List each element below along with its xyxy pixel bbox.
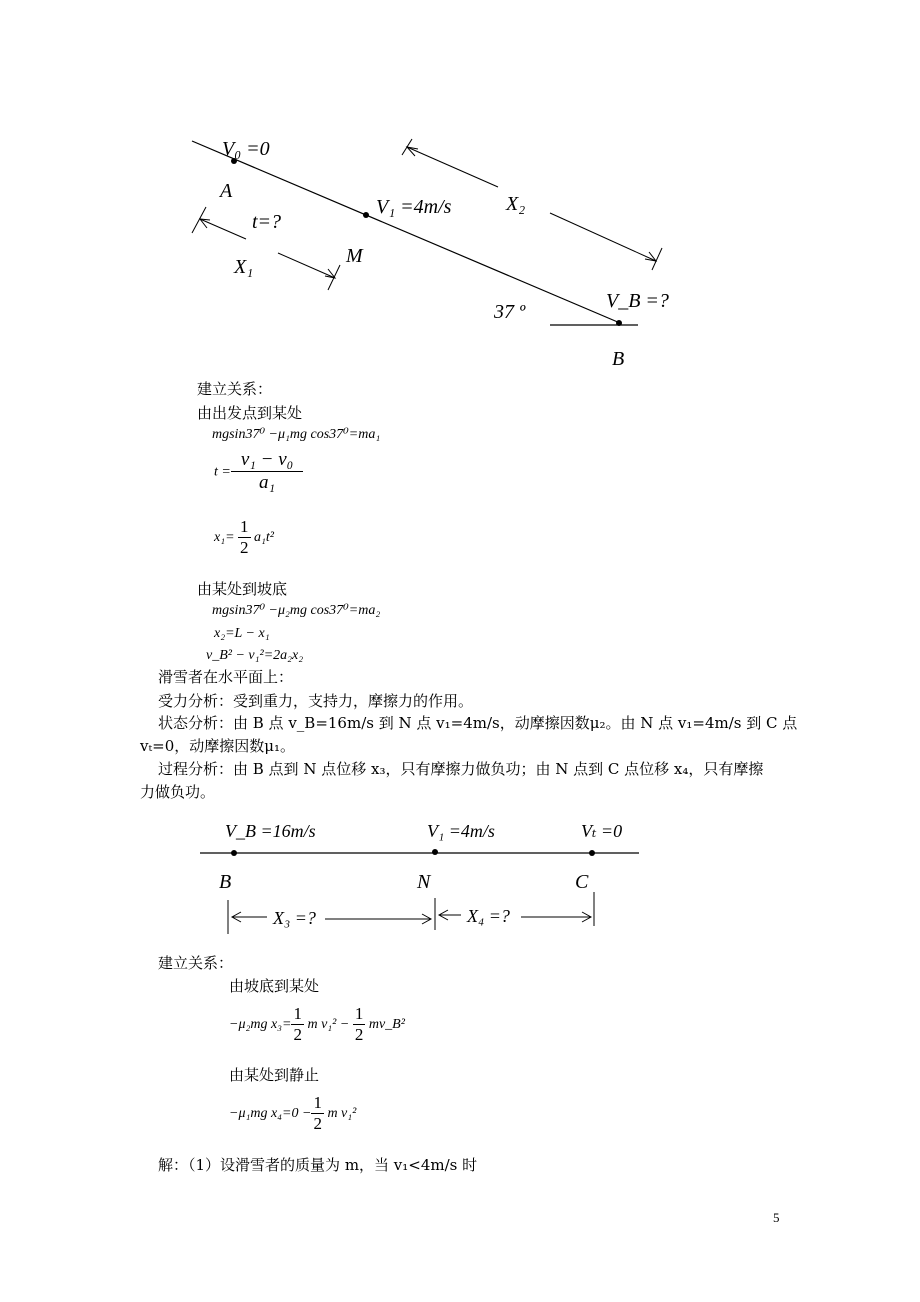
eq8-denominator: 2 <box>313 1113 322 1133</box>
section2-line6: 力做负功。 <box>140 783 216 801</box>
label-x3: X₃ =? <box>273 908 316 928</box>
section2-line4: vₜ=0，动摩擦因数μ₁。 <box>140 737 296 755</box>
equation-2 <box>214 450 303 495</box>
page-number: 5 <box>773 1210 780 1225</box>
eq7-rhs: mv_B² <box>368 1017 405 1033</box>
section1-sub2: 由某处到坡底 <box>197 580 288 598</box>
equation-8 <box>229 1094 356 1134</box>
point-n-dot <box>432 849 438 855</box>
equation-7 <box>229 1005 405 1045</box>
section2-line2: 受力分析：受到重力，支持力，摩擦力的作用。 <box>158 692 474 710</box>
eq8-rhs: m v₁² <box>327 1106 357 1122</box>
eq7-frac1-numerator: 1 <box>293 1004 302 1023</box>
x1-tick-start <box>192 207 206 233</box>
label-vt-0: Vₜ =0 <box>581 821 623 841</box>
x1-arrowhead-left <box>200 219 210 228</box>
eq7-mid: m v₁² − <box>307 1017 350 1033</box>
label-vb-16: V_B =16m/s <box>225 821 316 841</box>
section2-line5: 过程分析：由 B 点到 N 点位移 x₃，只有摩擦力做负功；由 N 点到 C 点位移 x₄，只有摩擦 <box>158 760 764 778</box>
x2-arrow-left <box>407 147 498 187</box>
x2-arrow-right <box>550 213 656 261</box>
label-point-m: M <box>346 245 363 267</box>
section2-line3: 状态分析：由 B 点 v_B=16m/s 到 N 点 v₁=4m/s，动摩擦因数μ₂。由 N 点 v₁=4m/s 到 C 点 <box>158 714 798 732</box>
point-c-dot <box>589 850 595 856</box>
x1-arrowhead-right <box>325 269 335 278</box>
section2-line1: 滑雪者在水平面上： <box>158 668 294 686</box>
eq3-denominator: 2 <box>240 537 249 557</box>
section3-sub1: 由坡底到某处 <box>229 977 320 995</box>
eq7-frac1-denominator: 2 <box>293 1024 302 1044</box>
horizontal-diagram <box>195 812 645 942</box>
equation-4: mgsin37⁰ −μ₂mg cos37⁰=ma₂ <box>212 603 381 618</box>
label-v1-4: V₁ =4m/s <box>427 821 495 841</box>
label-point-n: N <box>417 871 431 893</box>
label-t-unknown: t=? <box>252 211 282 233</box>
label-vb: V_B =? <box>606 290 669 312</box>
solution-line: 解：（1）设滑雪者的质量为 m，当 v₁<4m/s 时 <box>158 1156 478 1174</box>
x1-arrow-left <box>200 219 246 239</box>
point-b2-dot <box>231 850 237 856</box>
section3-heading: 建立关系： <box>158 954 234 972</box>
x1-arrow-right <box>278 253 335 278</box>
eq2-lhs: t = <box>214 464 231 480</box>
equation-5: x₂=L − x₁ <box>214 626 270 641</box>
eq7-frac2-denominator: 2 <box>354 1024 364 1044</box>
eq2-denominator: a₁ <box>258 471 276 493</box>
eq7-lhs: −μ₂mg x₃= <box>229 1017 292 1033</box>
eq2-numerator: v₁ − v₀ <box>231 450 303 472</box>
label-point-a: A <box>220 180 233 202</box>
eq7-frac2-numerator: 1 <box>354 1004 364 1023</box>
label-point-c: C <box>575 871 589 893</box>
label-x2: X₂ <box>506 193 526 215</box>
label-v0: V₀ =0 <box>222 138 270 160</box>
eq8-lhs: −μ₁mg x₄=0 − <box>229 1106 312 1122</box>
label-x4: X₄ =? <box>467 906 510 926</box>
equation-3 <box>214 518 274 558</box>
label-point-b2: B <box>219 871 232 893</box>
point-m-dot <box>363 212 369 218</box>
section1-sub1: 由出发点到某处 <box>197 404 303 422</box>
section3-sub2: 由某处到静止 <box>229 1066 320 1084</box>
x2-tick-end <box>652 248 662 270</box>
equation-1: mgsin37⁰ −μ₁mg cos37⁰=ma₁ <box>212 427 381 442</box>
point-b-dot <box>616 320 622 326</box>
label-x1: X₁ <box>234 256 254 278</box>
eq3-lhs: x₁= <box>214 530 235 546</box>
eq3-rhs: a₁t² <box>254 530 274 546</box>
equation-6: v_B² − v₁²=2a₂x₂ <box>206 648 304 663</box>
eq8-numerator: 1 <box>313 1093 322 1112</box>
incline-diagram <box>180 125 680 370</box>
eq3-numerator: 1 <box>240 517 249 536</box>
section1-heading: 建立关系： <box>197 380 273 398</box>
label-angle: 37 º <box>494 301 526 323</box>
label-v1: V₁ =4m/s <box>376 196 452 218</box>
label-point-b: B <box>612 348 625 370</box>
